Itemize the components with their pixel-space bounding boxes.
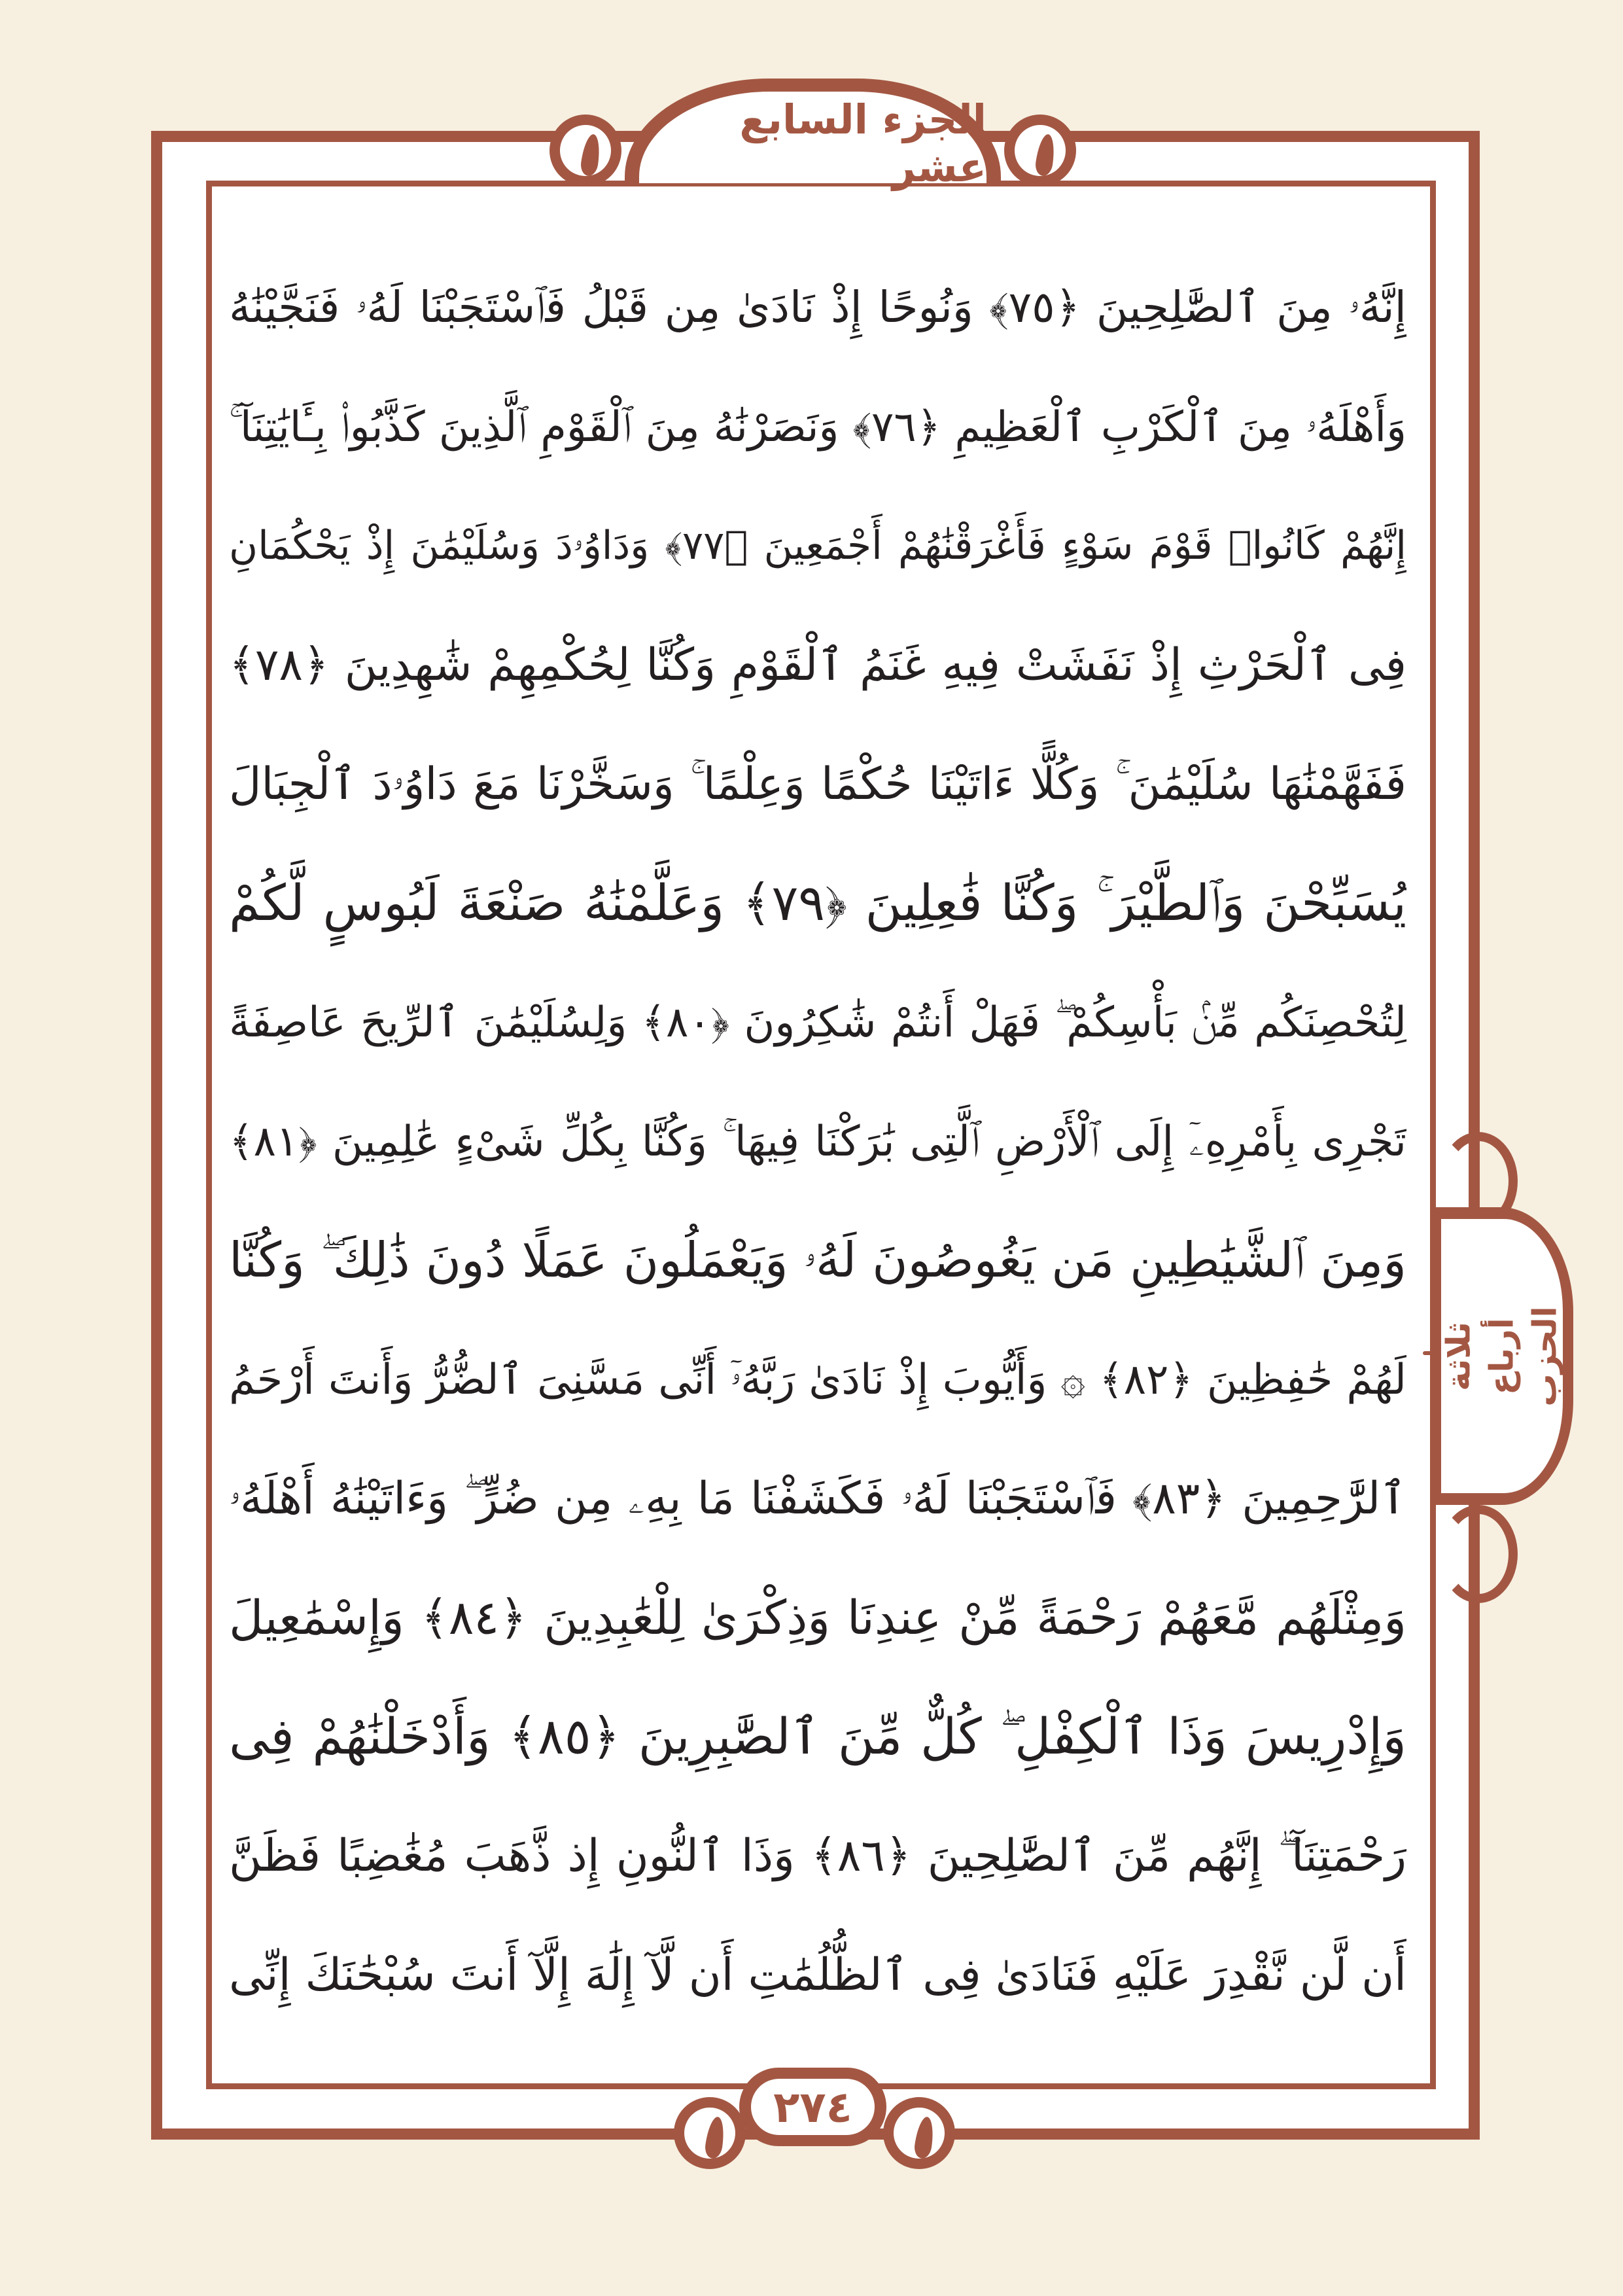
text-line — [229, 368, 1406, 486]
ornament-loop-icon — [883, 2097, 955, 2169]
drop-ornament-icon — [704, 2116, 727, 2160]
line-text: وَمِثْلَهُم مَّعَهُمْ رَحْمَةً مِّنْ عِندِنَا وَذِكْرَىٰ لِلْعَٰبِدِينَ ﴿٨٤﴾ وَإِسْمَٰعِيلَ — [229, 1590, 1406, 1645]
juz-header-panel — [639, 92, 986, 191]
ornament-loop-icon — [1004, 115, 1076, 186]
line-text: إِنَّهُمْ كَانُوا۟ قَوْمَ سَوْءٍ فَأَغْرَقْنَٰهُمْ أَجْمَعِينَ ﴿٧٧﴾ وَدَاوُۥدَ وَسُلَيْمَٰنَ إِذْ يَحْكُمَانِ — [229, 523, 1406, 569]
page-number: ٢٧٤ — [773, 2081, 852, 2132]
juz-title: الجزء السابع عشر — [739, 96, 986, 191]
line-text: وَمِنَ ٱلشَّيَٰطِينِ مَن يَغُوصُونَ لَهُۥ وَيَعْمَلُونَ عَمَلًا دُونَ ذَٰلِكَ ۖ وَكُنَّا — [229, 1231, 1406, 1288]
text-line — [229, 1439, 1406, 1557]
hizb-label — [1437, 1306, 1567, 1406]
drop-ornament-icon — [1034, 133, 1057, 177]
line-text: فِى ٱلْحَرْثِ إِذْ نَفَشَتْ فِيهِ غَنَمُ ٱلْقَوْمِ وَكُنَّا لِحُكْمِهِمْ شَٰهِدِينَ ﴿٧٨﴾ — [229, 639, 1406, 691]
page-number-badge — [739, 2068, 886, 2146]
line-text: رَحْمَتِنَآ ۖ إِنَّهُم مِّنَ ٱلصَّٰلِحِينَ ﴿٨٦﴾ وَذَا ٱلنُّونِ إِذ ذَّهَبَ مُغَٰضِبًا فَظَنَّ — [229, 1829, 1406, 1882]
line-text: تَجْرِى بِأَمْرِهِۦٓ إِلَى ٱلْأَرْضِ ٱلَّتِى بَٰرَكْنَا فِيهَا ۚ وَكُنَّا بِكُلِّ شَىْءٍ عَٰلِمِينَ ﴿٨١﴾ — [229, 1117, 1406, 1166]
line-text: لَهُمْ حَٰفِظِينَ ﴿٨٢﴾ ۞ وَأَيُّوبَ إِذْ نَادَىٰ رَبَّهُۥٓ أَنِّى مَسَّنِىَ ٱلضُّرُّ وَأَنتَ أَرْحَمُ — [229, 1355, 1406, 1404]
hizb-label-line: أرباع — [1482, 1317, 1521, 1395]
text-line — [229, 725, 1406, 843]
drop-ornament-icon — [580, 133, 602, 177]
text-line — [229, 844, 1406, 962]
line-text: إِنَّهُۥ مِنَ ٱلصَّٰلِحِينَ ﴿٧٥﴾ وَنُوحًا إِذْ نَادَىٰ مِن قَبْلُ فَٱسْتَجَبْنَا لَهُۥ فَنَجَّيْنَٰهُ — [229, 281, 1406, 332]
line-text: يُسَبِّحْنَ وَٱلطَّيْرَ ۚ وَكُنَّا فَٰعِلِينَ ﴿٧٩﴾ وَعَلَّمْنَٰهُ صَنْعَةَ لَبُوسٍ لَّكُمْ — [229, 873, 1406, 932]
line-text: وَأَهْلَهُۥ مِنَ ٱلْكَرْبِ ٱلْعَظِيمِ ﴿٧٦﴾ وَنَصَرْنَٰهُ مِنَ ٱلْقَوْمِ ٱلَّذِينَ كَذَّبُوا۟ بِـَٔايَٰتِنَآ ۚ — [229, 402, 1406, 451]
ornament-loop-icon — [550, 115, 621, 186]
swirl-ornament-icon — [1439, 1505, 1518, 1603]
line-text: ٱلرَّٰحِمِينَ ﴿٨٣﴾ فَٱسْتَجَبْنَا لَهُۥ فَكَشَفْنَا مَا بِهِۦ مِن ضُرٍّ ۖ وَءَاتَيْنَٰهُ أَهْلَهُۥ — [229, 1472, 1406, 1525]
text-line — [229, 249, 1406, 366]
quran-text — [229, 245, 1406, 2064]
text-line — [229, 606, 1406, 724]
text-line — [229, 1559, 1406, 1676]
text-line — [229, 487, 1406, 605]
line-text: لِتُحْصِنَكُم مِّنۢ بَأْسِكُمْ ۖ فَهَلْ أَنتُمْ شَٰكِرُونَ ﴿٨٠﴾ وَلِسُلَيْمَٰنَ ٱلرِّيحَ عَاصِفَةً — [229, 998, 1406, 1047]
text-line — [229, 1201, 1406, 1319]
ornament-loop-icon — [674, 2097, 746, 2169]
line-text: أَن لَّن نَّقْدِرَ عَلَيْهِ فَنَادَىٰ فِى ٱلظُّلُمَٰتِ أَن لَّآ إِلَٰهَ إِلَّآ أَنتَ سُبْحَٰنَكَ إِنِّى — [229, 1949, 1406, 2001]
text-line — [229, 1797, 1406, 1915]
hizb-label-line: ثلاثة — [1439, 1321, 1478, 1391]
juz-header — [625, 79, 1001, 191]
text-line — [229, 1916, 1406, 2034]
text-line — [229, 1320, 1406, 1438]
hizb-marker-panel — [1441, 1219, 1563, 1493]
line-text: وَإِدْرِيسَ وَذَا ٱلْكِفْلِ ۖ كُلٌّ مِّنَ ٱلصَّٰبِرِينَ ﴿٨٥﴾ وَأَدْخَلْنَٰهُمْ فِى — [229, 1706, 1406, 1765]
hizb-label-line: الحزب — [1526, 1305, 1564, 1407]
text-line — [229, 963, 1406, 1081]
text-line — [229, 1082, 1406, 1200]
line-text: فَفَهَّمْنَٰهَا سُلَيْمَٰنَ ۚ وَكُلًّا ءَاتَيْنَا حُكْمًا وَعِلْمًا ۚ وَسَخَّرْنَا مَعَ دَاوُۥدَ ٱلْجِبَالَ — [229, 758, 1406, 810]
text-line — [229, 1678, 1406, 1795]
hizb-marker — [1436, 1207, 1573, 1505]
page-number-panel — [751, 2079, 875, 2135]
drop-ornament-icon — [913, 2116, 936, 2160]
